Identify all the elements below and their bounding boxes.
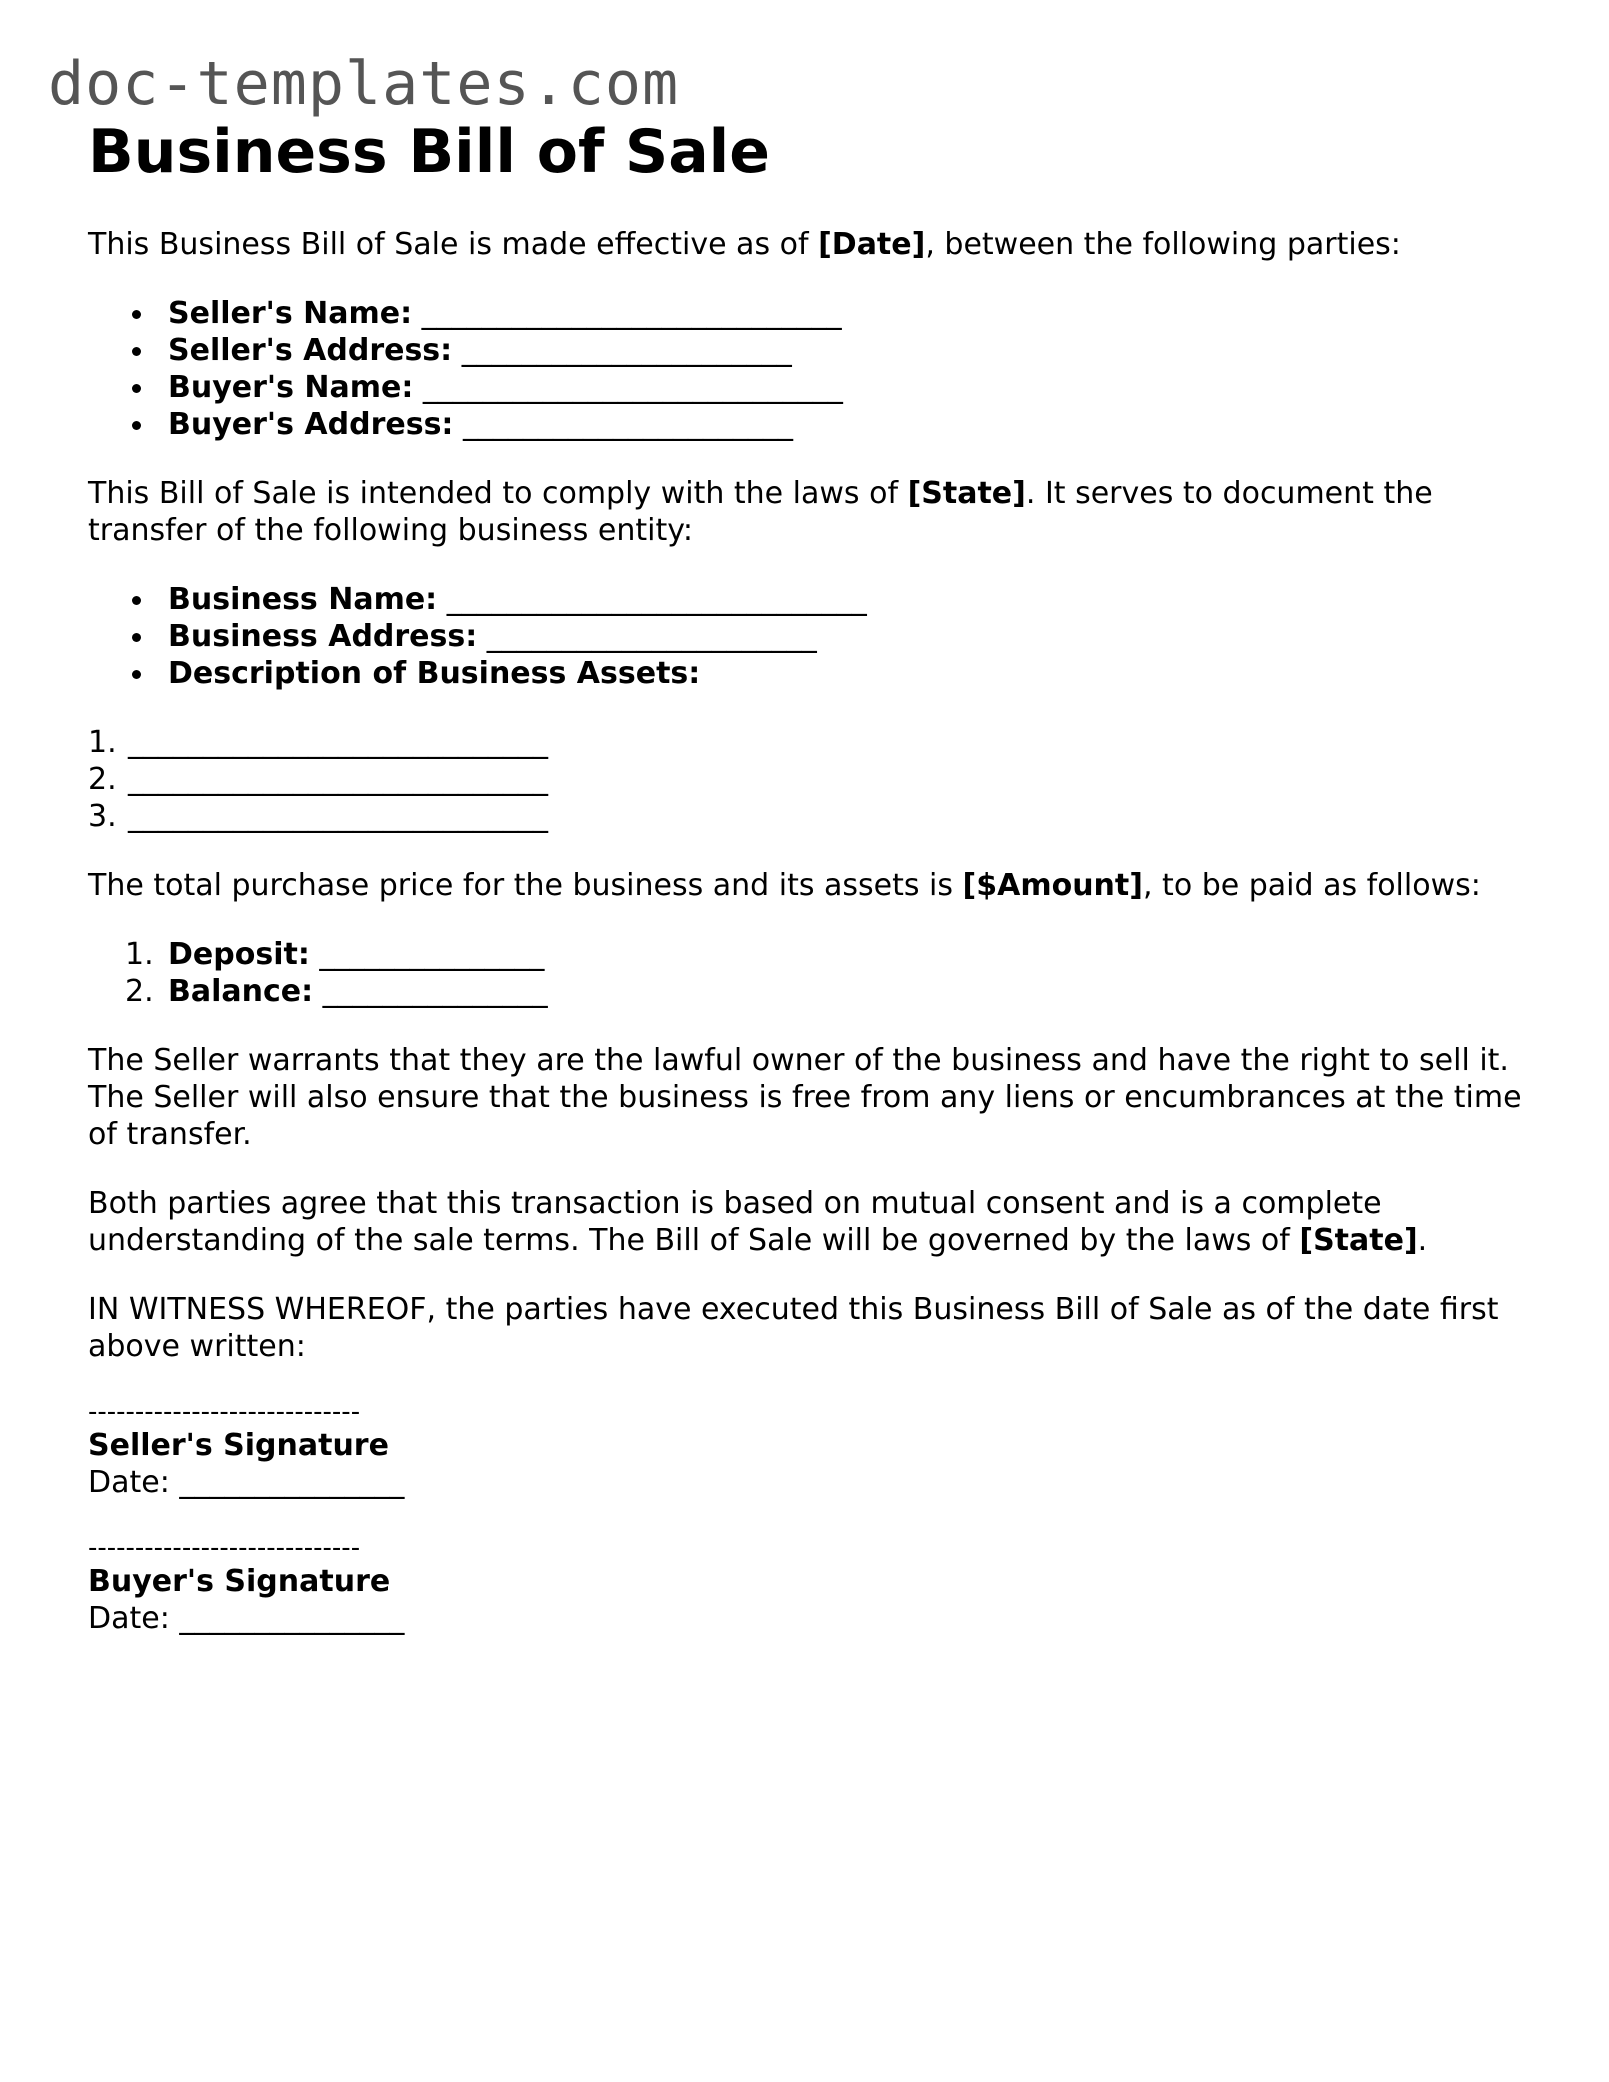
list-item <box>88 936 1528 973</box>
buyer-signature-block <box>88 1533 1528 1637</box>
signature-line: ----------------------------- <box>88 1533 361 1563</box>
list-item <box>88 332 1528 369</box>
warranty-paragraph: The Seller warrants that they are the lawful owner of the business and have the right to sell it. The Seller will also ensure that the business is free from any liens or encumbrances at the time of transfer. <box>88 1043 1522 1152</box>
field-blank: _______________ <box>319 937 545 972</box>
field-blank: ______________________ <box>462 407 793 442</box>
watermark: doc-templates.com <box>48 49 680 119</box>
date-blank: _______________ <box>179 1465 405 1500</box>
field-label: Balance: <box>168 974 314 1009</box>
field-label: Deposit: <box>168 937 310 972</box>
signature-date <box>88 1600 1528 1637</box>
list-item <box>88 798 1528 835</box>
intro-text-after: , between the following parties: <box>925 227 1401 262</box>
state-placeholder: [State] <box>907 476 1026 511</box>
date-label: Date: <box>88 1465 170 1500</box>
amount-placeholder: [$Amount] <box>962 868 1143 903</box>
seller-signature-block <box>88 1397 1528 1501</box>
intro-paragraph <box>88 226 1528 263</box>
document-title: Business Bill of Sale <box>88 117 770 187</box>
signature-date <box>88 1464 1528 1501</box>
item-number: 2. <box>125 974 154 1009</box>
witness-paragraph: IN WITNESS WHEREOF, the parties have executed this Business Bill of Sale as of the date first above written: <box>88 1292 1499 1364</box>
field-blank: ____________________________ <box>421 296 842 331</box>
signature-title: Seller's Signature <box>88 1428 389 1463</box>
field-blank: ____________________________ <box>422 370 843 405</box>
field-label: Description of Business Assets: <box>168 656 701 691</box>
parties-list <box>88 295 1528 443</box>
list-item <box>88 618 1528 655</box>
agreement-text-after: . <box>1417 1223 1428 1258</box>
field-label: Buyer's Address: <box>168 407 454 442</box>
agreement-paragraph <box>88 1185 1528 1259</box>
field-blank: ____________________________ <box>128 725 548 760</box>
item-number: 1. <box>125 937 154 972</box>
price-paragraph <box>88 867 1528 904</box>
field-blank: ____________________________ <box>128 799 548 834</box>
law-text-before: This Bill of Sale is intended to comply with the laws of <box>88 476 908 511</box>
date-blank: _______________ <box>179 1601 405 1636</box>
date-label: Date: <box>88 1601 170 1636</box>
field-label: Seller's Address: <box>168 333 453 368</box>
list-item <box>88 655 1528 692</box>
intro-text-before: This Business Bill of Sale is made effective as of <box>88 227 819 262</box>
field-label: Business Address: <box>168 619 478 654</box>
law-text-after: . It serves to document the transfer of the following business entity: <box>88 476 1433 548</box>
law-paragraph <box>88 475 1528 549</box>
list-item <box>88 295 1528 332</box>
price-text-before: The total purchase price for the business and its assets is <box>88 868 963 903</box>
price-text-after: , to be paid as follows: <box>1142 868 1481 903</box>
field-label: Seller's Name: <box>168 296 413 331</box>
list-item <box>88 761 1528 798</box>
field-label: Buyer's Name: <box>168 370 414 405</box>
document-page <box>88 112 1528 1637</box>
field-blank: ______________________ <box>486 619 817 654</box>
payments-list <box>88 936 1528 1010</box>
list-item <box>88 369 1528 406</box>
assets-list <box>88 724 1528 835</box>
list-item <box>88 581 1528 618</box>
field-label: Business Name: <box>168 582 438 617</box>
business-list <box>88 581 1528 692</box>
field-blank: ______________________ <box>461 333 792 368</box>
list-item <box>88 724 1528 761</box>
field-blank: _______________ <box>322 974 548 1009</box>
date-placeholder: [Date] <box>818 227 926 262</box>
item-number: 3. <box>88 799 117 834</box>
signature-line: ----------------------------- <box>88 1397 361 1427</box>
state-placeholder: [State] <box>1299 1223 1418 1258</box>
item-number: 1. <box>88 725 117 760</box>
signature-title: Buyer's Signature <box>88 1564 391 1599</box>
field-blank: ____________________________ <box>446 582 867 617</box>
list-item <box>88 406 1528 443</box>
list-item <box>88 973 1528 1010</box>
item-number: 2. <box>88 762 117 797</box>
field-blank: ____________________________ <box>128 762 548 797</box>
agreement-text-before: Both parties agree that this transaction is based on mutual consent and is a complete understanding of the sale terms. The Bill of Sale will be governed by the laws of <box>88 1186 1382 1258</box>
